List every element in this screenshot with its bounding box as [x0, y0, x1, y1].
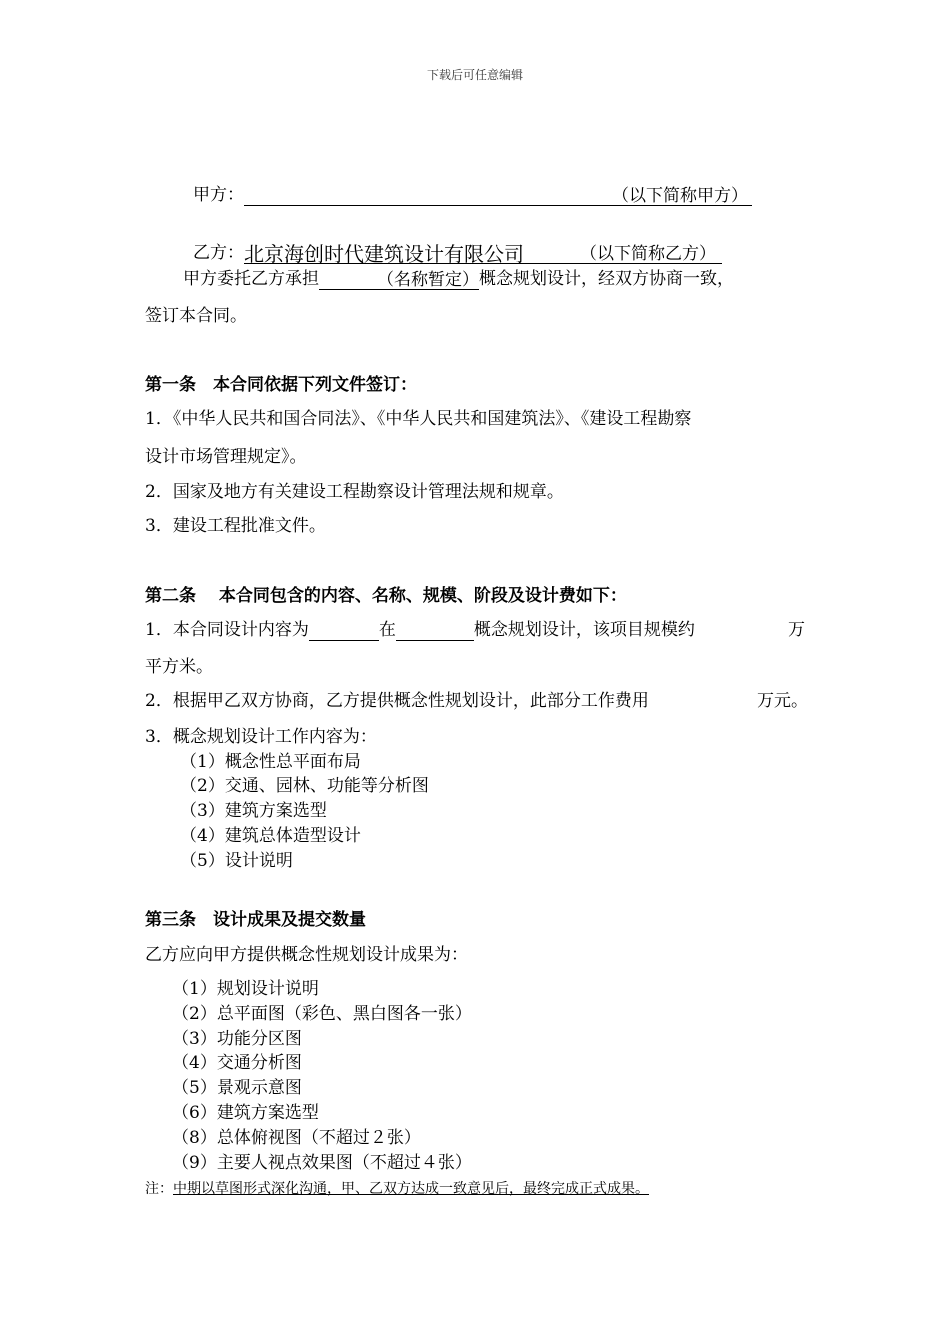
party-a-blank[interactable]	[244, 185, 612, 206]
article2-subitem: （1）概念性总平面布局	[180, 752, 361, 772]
article3-title: 第三条 设计成果及提交数量	[145, 910, 366, 930]
article2-item1-c: 概念规划设计，该项目规模约	[473, 620, 695, 640]
party-b-suffix: （以下简称乙方）	[580, 243, 722, 264]
article3-note	[145, 1180, 649, 1198]
party-b-label: 乙方：	[193, 243, 244, 263]
content-blank[interactable]	[309, 620, 379, 641]
article2-item1-line2: 平方米。	[145, 657, 213, 677]
article3-item: （8）总体俯视图（不超过２张）	[172, 1128, 421, 1148]
article3-item: （5）景观示意图	[172, 1078, 302, 1098]
article2-subitem: （4）建筑总体造型设计	[180, 826, 361, 846]
party-b-line	[193, 242, 722, 264]
intro-prefix: 甲方委托乙方承担	[183, 269, 319, 289]
article1-item: 3．建设工程批准文件。	[145, 516, 326, 536]
article3-item: （1）规划设计说明	[172, 979, 319, 999]
party-a-line	[193, 184, 752, 206]
article2-subitem: （2）交通、园林、功能等分析图	[180, 776, 429, 796]
article2-title: 第二条 本合同包含的内容、名称、规模、阶段及设计费如下：	[145, 586, 627, 606]
article3-item: （2）总平面图（彩色、黑白图各一张）	[172, 1004, 472, 1024]
note-label: 注：	[145, 1181, 173, 1197]
article2-item1-unit: 万	[788, 620, 805, 640]
article3-intro: 乙方应向甲方提供概念性规划设计成果为：	[145, 945, 468, 965]
intro-line2: 签订本合同。	[145, 306, 247, 326]
article2-item1	[145, 619, 695, 641]
location-blank[interactable]	[396, 620, 474, 641]
article2-item3: 3．概念规划设计工作内容为：	[145, 727, 377, 747]
article2-subitem: （3）建筑方案选型	[180, 801, 327, 821]
note-text: 中期以草图形式深化沟通，甲、乙双方达成一致意见后，最终完成正式成果。	[173, 1181, 649, 1197]
page-header: 下载后可任意编辑	[426, 68, 523, 82]
party-b-company: 北京海创时代建筑设计有限公司	[244, 243, 580, 264]
article3-item: （4）交通分析图	[172, 1053, 302, 1073]
article3-item: （9）主要人视点效果图（不超过４张）	[172, 1153, 472, 1173]
intro-project: （名称暂定）	[319, 269, 479, 290]
article2-item1-b: 在	[378, 620, 396, 640]
article1-item: 2．国家及地方有关建设工程勘察设计管理法规和规章。	[145, 482, 564, 502]
article2-item2: 2．根据甲乙双方协商，乙方提供概念性规划设计，此部分工作费用	[145, 691, 649, 711]
intro-rest: 概念规划设计，经双方协商一致，	[479, 269, 734, 289]
article1-item: 1．《中华人民共和国合同法》、《中华人民共和国建筑法》、《建设工程勘察	[145, 409, 692, 429]
article2-item1-a: 1．本合同设计内容为	[145, 620, 309, 640]
article3-item: （3）功能分区图	[172, 1029, 302, 1049]
intro-line	[183, 268, 734, 290]
article2-subitem: （5）设计说明	[180, 851, 293, 871]
party-a-label: 甲方：	[193, 185, 244, 205]
party-a-suffix: （以下简称甲方）	[612, 185, 752, 206]
article1-title: 第一条 本合同依据下列文件签订：	[145, 375, 417, 395]
article3-item: （6）建筑方案选型	[172, 1103, 319, 1123]
article1-item: 设计市场管理规定》。	[145, 447, 307, 467]
article2-item2-unit: 万元。	[757, 691, 808, 711]
